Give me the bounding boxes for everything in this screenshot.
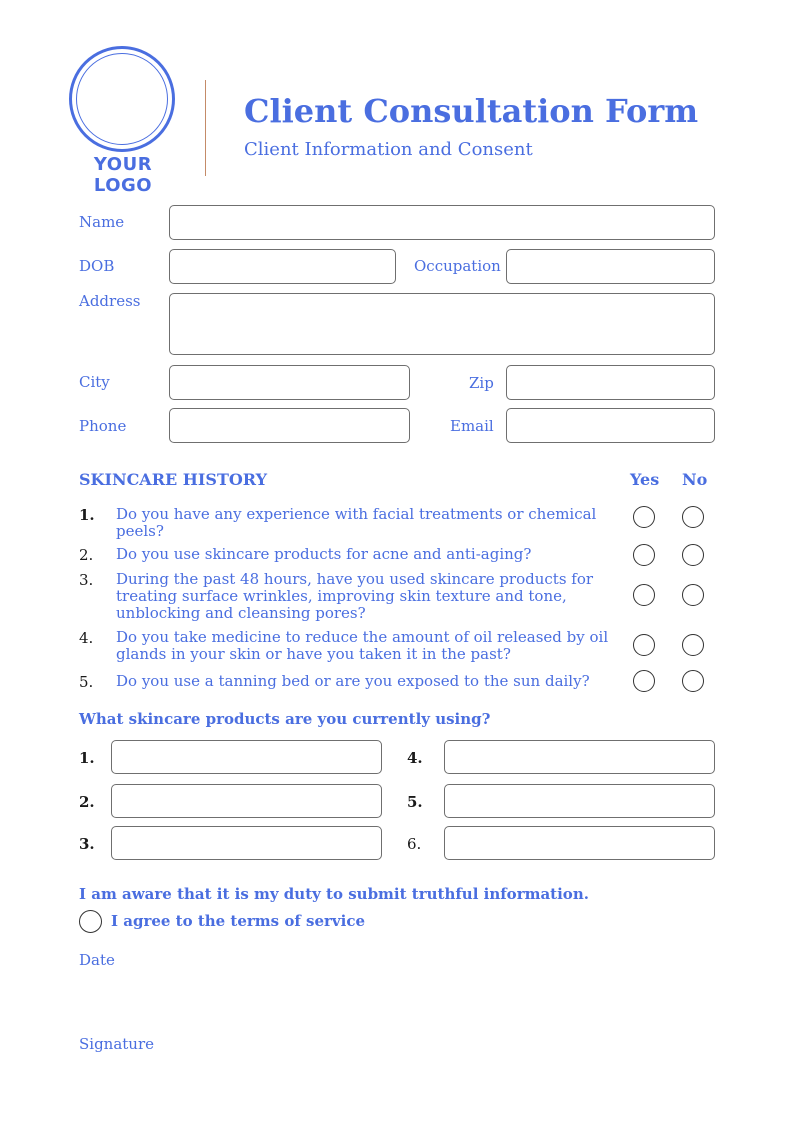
zip-field[interactable] [506,365,715,400]
product-number: 1. [79,749,95,767]
products-heading: What skincare products are you currently using? [79,710,491,728]
email-field[interactable] [506,408,715,443]
product-1-field[interactable] [111,740,382,774]
dob-label: DOB [79,257,115,275]
no-column-label: No [682,470,708,489]
product-number: 6. [407,835,422,853]
agree-checkbox[interactable] [79,910,102,933]
phone-label: Phone [79,417,127,435]
address-label: Address [79,292,141,310]
agree-label: I agree to the terms of service [111,912,365,930]
question-number: 2. [79,546,94,564]
question-number: 4. [79,629,94,647]
q1-yes-radio[interactable] [633,506,655,528]
dob-field[interactable] [169,249,396,284]
product-number: 5. [407,793,423,811]
question-number: 1. [79,506,95,524]
product-number: 3. [79,835,95,853]
yes-column-label: Yes [630,470,660,489]
product-number: 4. [407,749,423,767]
q5-no-radio[interactable] [682,670,704,692]
q2-no-radio[interactable] [682,544,704,566]
q4-yes-radio[interactable] [633,634,655,656]
product-5-field[interactable] [444,784,715,818]
question-text: Do you use skincare products for acne and anti-aging? [116,545,532,563]
phone-field[interactable] [169,408,410,443]
name-label: Name [79,213,125,231]
product-number: 2. [79,793,95,811]
date-label: Date [79,951,115,969]
city-field[interactable] [169,365,410,400]
consent-statement: I am aware that it is my duty to submit truthful information. [79,885,589,903]
question-text: During the past 48 hours, have you used skincare products for treating surface wrinkles, improving skin texture and tone, unblocking and cleansing pores? [116,570,594,622]
logo-circle-icon [69,46,175,152]
q5-yes-radio[interactable] [633,670,655,692]
address-field[interactable] [169,293,715,355]
logo-text: YOUR LOGO [93,154,153,196]
logo-inner-circle [76,53,168,145]
product-3-field[interactable] [111,826,382,860]
city-label: City [79,373,110,391]
product-2-field[interactable] [111,784,382,818]
question-text: Do you take medicine to reduce the amount of oil released by oil glands in your skin or have you taken it in the past? [116,628,609,663]
zip-label: Zip [469,374,494,392]
header-divider [205,80,206,176]
skincare-history-heading: SKINCARE HISTORY [79,470,268,489]
page-title: Client Consultation Form [244,92,699,130]
name-field[interactable] [169,205,715,240]
email-label: Email [450,417,494,435]
q3-yes-radio[interactable] [633,584,655,606]
q3-no-radio[interactable] [682,584,704,606]
question-text: Do you have any experience with facial treatments or chemical peels? [116,505,597,540]
occupation-label: Occupation [414,257,501,275]
question-number: 5. [79,673,94,691]
q1-no-radio[interactable] [682,506,704,528]
page-subtitle: Client Information and Consent [244,139,533,160]
occupation-field[interactable] [506,249,715,284]
signature-label: Signature [79,1035,155,1053]
product-6-field[interactable] [444,826,715,860]
product-4-field[interactable] [444,740,715,774]
q2-yes-radio[interactable] [633,544,655,566]
question-text: Do you use a tanning bed or are you exposed to the sun daily? [116,672,590,690]
q4-no-radio[interactable] [682,634,704,656]
question-number: 3. [79,571,94,589]
